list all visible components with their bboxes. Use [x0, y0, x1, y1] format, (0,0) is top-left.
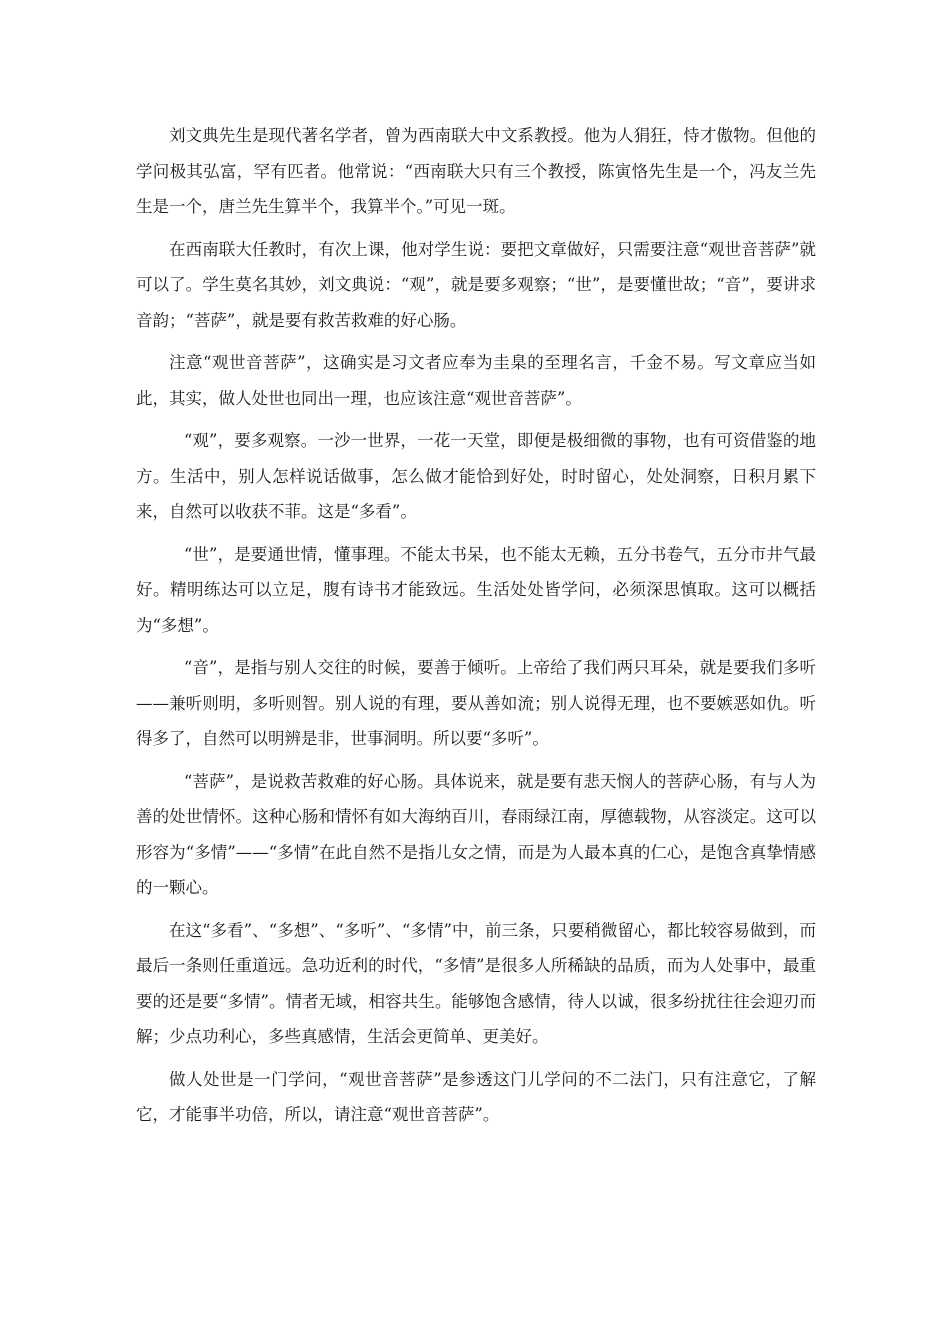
paragraph-writing-and-life: 注意“观世音菩萨”，这确实是习文者应奉为圭臬的至理名言，千金不易。写文章应当如此，其实，做人处世也同出一理，也应该注意“观世音菩萨”。 [136, 353, 816, 408]
paragraph-yin-listen: “音”，是指与别人交往的时候，要善于倾听。上帝给了我们两只耳朵，就是要我们多听——兼听则明，多听则智。别人说的有理，要从善如流；别人说得无理，也不要嫉恶如仇。听得多了，自然可以明辨是非，世事洞明。所以要“多听”。 [136, 658, 816, 748]
paragraph-guanshiyin-lecture: 在西南联大任教时，有次上课，他对学生说：要把文章做好，只需要注意“观世音菩萨”就可以了。学生莫名其妙，刘文典说：“观”，就是要多观察；“世”，是要懂世故；“音”，要讲求音韵；“菩萨”，就是要有救苦救难的好心肠。 [136, 239, 816, 330]
article-body [136, 118, 816, 1133]
paragraph-liu-wendian-intro: 刘文典先生是现代著名学者，曾为西南联大中文系教授。他为人狷狂，恃才傲物。但他的学问极其弘富，罕有匹者。他常说：“西南联大只有三个教授，陈寅恪先生是一个，冯友兰先生是一个，唐兰先生算半个，我算半个。”可见一斑。 [136, 126, 816, 216]
paragraph-guan-observe: “观”，要多观察。一沙一世界，一花一天堂，即便是极细微的事物，也有可资借鉴的地方。生活中，别人怎样说话做事，怎么做才能恰到好处，时时留心，处处洞察，日积月累下来，自然可以收获不菲。这是“多看”。 [136, 431, 816, 521]
paragraph-pusa-compassion: “菩萨”，是说救苦救难的好心肠。具体说来，就是要有悲天悯人的菩萨心肠，有与人为善的处世情怀。这种心肠和情怀有如大海纳百川，春雨绿江南，厚德载物，从容淡定。这可以形容为“多情”——“多情”在此自然不是指儿女之情，而是为人最本真的仁心，是饱含真挚情感的一颗心。 [136, 771, 816, 897]
paragraph-conclusion: 做人处世是一门学问，“观世音菩萨”是参透这门儿学问的不二法门，只有注意它，了解它，才能事半功倍，所以，请注意“观世音菩萨”。 [136, 1069, 816, 1124]
paragraph-shi-worldly: “世”，是要通世情，懂事理。不能太书呆，也不能太无赖，五分书卷气，五分市井气最好。精明练达可以立足，腹有诗书才能致远。生活处处皆学问，必须深思慎取。这可以概括为“多想”。 [136, 544, 816, 635]
paragraph-four-principles: 在这“多看”、“多想”、“多听”、“多情”中，前三条，只要稍微留心，都比较容易做到，而最后一条则任重道远。急功近利的时代，“多情”是很多人所稀缺的品质，而为人处事中，最重要的还是要“多情”。情者无域，相容共生。能够饱含感情，待人以诚，很多纷扰往往会迎刃而解；少点功利心，多些真感情，生活会更简单、更美好。 [136, 920, 816, 1046]
